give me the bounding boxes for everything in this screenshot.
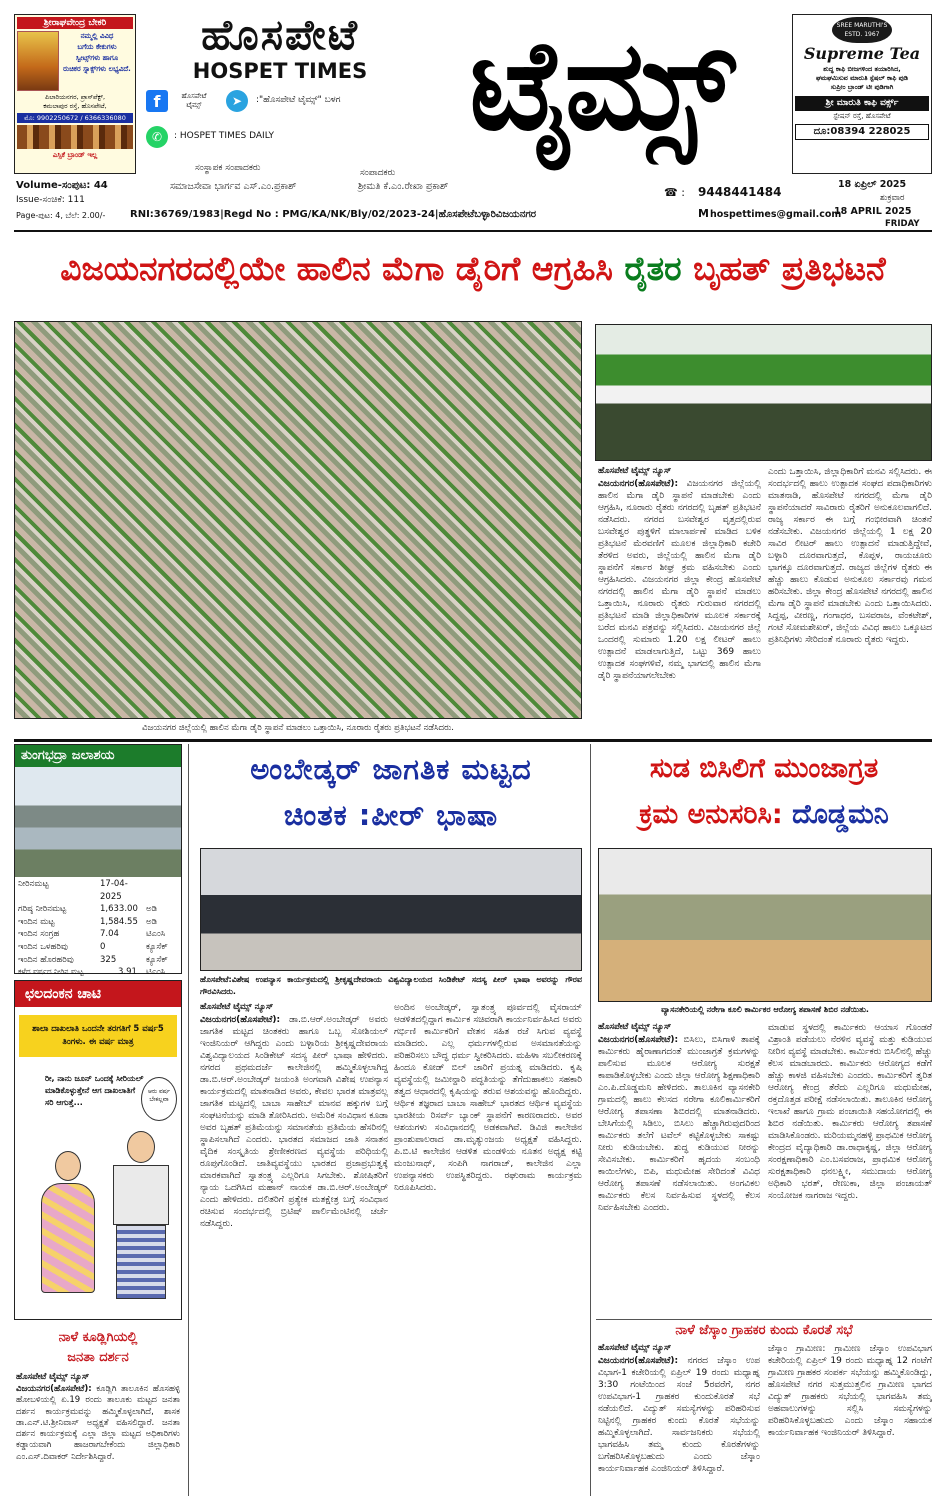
email-icon: M (698, 207, 709, 220)
dam-value: 7.04 (100, 929, 119, 940)
facebook-icon[interactable]: f (146, 90, 168, 112)
story3-dateline: ವಿಜಯನಗರ(ಹೊಸಪೇಟೆ): (598, 1035, 679, 1045)
story4-body-text: ಜೆಸ್ಕಾಂ ಗ್ರಾಮೀಣ: ಗ್ರಾಮೀಣ ಜೆಸ್ಕಾಂ ಉಪವಿಭಾಗ ಕಚೇರಿಯಲ್ಲಿ ಏಪ್ರಿಲ್ 19 ರಂದು ಮಧ್ಯಾಹ್ನ 12 ಗಂಟೆಗೆ ಗ್ರಾಮೀಣ ಗ್ರಾಹಕರ ಸಂಪರ್ಕ ಸಭೆಯನ್ನು ಹಮ್ಮಿಕೊಂಡಿದ್ದು, ಹೊಸಪೇಟೆ ನಗರ ಸುತ್ತಮುತ್ತಲಿನ ಗ್ರಾಮೀಣ ಭಾಗದ ವಿದ್ಯುತ್ ಗ್ರಾಹಕರು ಸಭೆಯಲ್ಲಿ ಭಾಗವಹಿಸಿ ತಮ್ಮ ಅಹವಾಲುಗಳನ್ನು ಸಲ್ಲಿಸಿ ಸಮಸ್ಯೆಗಳನ್ನು ಪರಿಹರಿಸಿಕೊಳ್ಳಬಹುದು ಎಂದು ಜೆಸ್ಕಾಂ ಸಹಾಯಕ ಕಾರ್ಯನಿರ್ವಾಹಕ ಇಂಜಿನಿಯರ್ ತಿಳಿಸಿದ್ದಾರೆ. (768, 1344, 932, 1438)
tea-address: ಸ್ಟೇಷನ್ ರಸ್ತೆ, ಹೊಸಪೇಟೆ (833, 112, 891, 120)
issue: Issue-ಸಂಚಿಕೆ: 111 (16, 195, 85, 205)
day-english: FRIDAY (885, 219, 920, 229)
lead-photo-rally (595, 324, 932, 461)
tea-ad (792, 14, 932, 174)
dam-unit: ಟಿಎಂಸಿ (146, 967, 166, 978)
dam-label: ಗರಿಷ್ಠ ನೀರಿನಮಟ್ಟ (18, 904, 67, 915)
dam-label: ಇಂದಿನ ಸಂಗ್ರಹ (18, 929, 60, 940)
telegram-icon[interactable]: ➤ (226, 90, 248, 112)
cartoon-title: ಛಲದಂಕನ ಚಾಟಿ (15, 981, 181, 1007)
story4-body-text: ನಗರದ ಜೆಸ್ಕಾಂ ಉಪ ವಿಭಾಗ-1 ಕಚೇರಿಯಲ್ಲಿ ಏಪ್ರಿಲ್ 19 ರಂದು ಮಧ್ಯಾಹ್ನ 3:30 ಗಂಟೆಯಿಂದ ಸಂಜೆ 5ರವರೆಗೆ, ನಗರ ಉಪವಿಭಾಗ-1 ಗ್ರಾಹಕರ ಕುಂದುಕೊರತೆ ಸಭೆ ನಡೆಯಲಿದೆ. ವಿದ್ಯುತ್ ಸಮಸ್ಯೆಗಳನ್ನು ಪರಿಹರಿಸುವ ನಿಟ್ಟಿನಲ್ಲಿ ಗ್ರಾಹಕರ ಕುಂದು ಕೊರತೆ ಸಭೆಯನ್ನು ಹಮ್ಮಿಕೊಳ್ಳಲಾಗಿದೆ. ಸಾರ್ವಜನಿಕರು ಸಭೆಯಲ್ಲಿ ಭಾಗವಹಿಸಿ ತಮ್ಮ ಕುಂದು ಕೊರತೆಗಳನ್ನು ಬಗೆಹರಿಸಿಕೊಳ್ಳಬಹುದು ಎಂದು ಜೆಸ್ಕಾಂ ಕಾರ್ಯನಿರ್ವಾಹಕ ಎಂಜಿನಿಯರ್ ತಿಳಿಸಿದ್ದಾರೆ. (598, 1356, 760, 1474)
dam-value: 325 (100, 954, 117, 965)
headline-part: ರೈತರ (624, 249, 694, 288)
lead-byline: ಹೊಸಪೇಟೆ ಟೈಮ್ಸ್ ನ್ಯೂಸ್ (598, 466, 672, 476)
lead-photo-crowd (14, 321, 582, 719)
story3-headline-line (596, 746, 932, 792)
column-divider (590, 744, 591, 1496)
dam-row (18, 954, 178, 967)
date-kannada: 18 ಏಪ್ರಿಲ್ 2025 (838, 179, 907, 190)
story3-headline-part: ದೊಡ್ಡಮನಿ (792, 799, 889, 830)
story4-headline: ನಾಳೆ ಜೆಸ್ಕಾಂ ಗ್ರಾಹಕರ ಕುಂದು ಕೊರತೆ ಸಭೆ (596, 1319, 932, 1342)
dam-row (18, 941, 178, 954)
cartoon-woman-figure (41, 1151, 95, 1301)
dam-unit: ಕ್ಯೂಸೆಕ್ (146, 941, 168, 952)
lead-body-text: ವಿಜಯನಗರ ಜಿಲ್ಲೆಯಲ್ಲಿ ಹಾಲಿನ ಮೆಗಾ ಡೈರಿ ಸ್ಥಾಪನೆ ಮಾಡಬೇಕು ಎಂದು ಆಗ್ರಹಿಸಿ, ನೂರಾರು ರೈತರು ನಗರದಲ್ಲಿ ಬೃಹತ್ ಪ್ರತಿಭಟನೆ ನಡೆಸಿದರು. ನಗರದ ಬಸವೇಶ್ವರ ವೃತ್ತದಲ್ಲಿರುವ ಬಸವೇಶ್ವರ ಪುತ್ಥಳಿಗೆ ಮಾಲಾರ್ಪಣೆ ಮಾಡಿದ ಬಳಿಕ ಪ್ರತಿಭಟನೆ ಮೆರವಣಿಗೆ ಮೂಲಕ ಜಿಲ್ಲಾಧಿಕಾರಿ ಕಚೇರಿ ತೆರಳಿದ ಅವರು, ಜಿಲ್ಲೆಯಲ್ಲಿ ಹಾಲಿನ ಮೆಗಾ ಡೈರಿ ಸ್ಥಾಪನೆಗೆ ಸರ್ಕಾರ ಶೀಘ್ರ ಕ್ರಮ ವಹಿಸಬೇಕು ಎಂದು ಆಗ್ರಹಿಸಿದರು. ವಿಜಯನಗರ ಜಿಲ್ಲಾ ಕೇಂದ್ರ ಹೊಸಪೇಟೆ ನಗರದಲ್ಲಿ ಹಾಲಿನ ಮೆಗಾ ಡೈರಿ ಸ್ಥಾಪನೆ ಮಾಡಲು ಒತ್ತಾಯಿಸಿ, ನೂರಾರು ರೈತರು ಗುರುವಾರ ನಗರದಲ್ಲಿ ಪ್ರತಿಭಟನೆ ಮಾಡಿ ಜಿಲ್ಲಾಧಿಕಾರಿಗಳ ಮೂಲಕ ಸರ್ಕಾರಕ್ಕೆ ಬರೆದ ಮನವಿ ಪತ್ರವನ್ನು ಸಲ್ಲಿಸಿದರು. ವಿಜಯನಗರ ಜಿಲ್ಲೆ ಒಂದರಲ್ಲಿ ಸುಮಾರು 1.20 ಲಕ್ಷ ಲೀಟರ್ ಹಾಲು ಉತ್ಪಾದನೆ ಮಾಡಲಾಗುತ್ತಿದೆ, ಒಟ್ಟು 369 ಹಾಲು ಉತ್ಪಾದಕ ಸಂಘಗಳಿವೆ, ನಮ್ಮ ಭಾಗದಲ್ಲಿ ಹಾಲಿನ ಮೆಗಾ ಡೈರಿ ಸ್ಥಾಪನೆಯಾಗಲೇಬೇಕು (598, 479, 761, 681)
story4-body-col1 (598, 1355, 760, 1497)
cartoon-man-figure (113, 1131, 169, 1303)
bakery-ad-title: ಶ್ರೀರಾಘವೇಂದ್ರ ಬೇಕರಿ (17, 17, 133, 29)
dam-box (14, 744, 182, 978)
story4-body-col2 (768, 1343, 932, 1497)
story3-headline-part: ಸುಡ (649, 753, 700, 784)
story4-byline: ಹೊಸಪೇಟೆ ಟೈಮ್ಸ್ ನ್ಯೂಸ್ (598, 1343, 672, 1353)
big-title: ಟೈಮ್ಸ್ (469, 14, 731, 158)
volume: Volume-ಸಂಪುಟ: 44 (16, 180, 108, 191)
dam-label: ಇಂದಿನ ಮಟ್ಟ (18, 916, 55, 927)
facebook-label[interactable]: ಹೊಸಪೇಟೆ ಟೈಮ್ಸ್ (181, 92, 207, 109)
bakery-ad-line: ರುಚಿಕರ ಸ್ನಾಕ್ಸ್‌ಗಳು ಲಭ್ಯವಿದೆ. (63, 65, 131, 73)
story3-headline-part: ಕ್ರಮ ಅನುಸರಿಸಿ: (639, 799, 793, 830)
cartoon-bubble-woman: ರೀ, ನಾನು ಜೂನ್ ಒಂದಕ್ಕೆ ಸೀರಿಯಲ್ ಮಾಡಿಕೊಳ್ಳುತ್ತೇನೆ ಆಗ ದಾಖಲಾತಿಗೆ ಸರಿ ಆಗುತ್ತೆ... (45, 1074, 144, 1107)
editor-phone: 9448441484 (698, 185, 782, 199)
story2-photo (200, 848, 582, 971)
masthead-kannada-title: ಹೊಸಪೇಟೆ (201, 10, 359, 59)
deity-image (17, 31, 59, 91)
bakery-ad-line: ಬಗೆಯ ಕೇಕುಗಳು (77, 43, 117, 51)
small-body (16, 1384, 180, 1496)
small-byline: ಹೊಸಪೇಟೆ ಟೈಮ್ಸ್ ನ್ಯೂಸ್ (16, 1372, 90, 1382)
dam-value: 0 (100, 941, 106, 952)
story3-headline-part: ಬಿಸಿಲಿಗೆ ಮುಂಜಾಗ್ರತ (699, 753, 879, 784)
lead-body-col2 (768, 466, 932, 728)
story2-body-col1 (200, 1014, 388, 1498)
dam-unit: ಕ್ಯೂಸೆಕ್ (146, 954, 168, 965)
dam-photo (15, 767, 181, 877)
story3-headline (596, 746, 932, 838)
dam-unit: ಅಡಿ (146, 916, 157, 927)
story2-body-text: ಡಾ.ಬಿ.ಆರ್.ಅಂಬೇಡ್ಕರ್ ಅವರು ಜಾಗತಿಕ ಮಟ್ಟದ ಚಿಂತಕರು ಹಾಗೂ ಒಬ್ಬ ಸೋಶಿಯಲ್ ಇಂಜಿನಿಯರ್ ಆಗಿದ್ದರು ಎಂದು ಬಳ್ಳಾರಿಯ ಶ್ರೀಕೃಷ್ಣದೇವರಾಯ ವಿಶ್ವವಿದ್ಯಾಲಯದ ಸಿಂಡಿಕೇಟ್ ಸದಸ್ಯ ಪೀರ್ ಭಾಷಾ ಹೇಳಿದರು. ನಗರದ ಪ್ರಥಮದರ್ಜೆ ಕಾಲೇಜಿನಲ್ಲಿ ಹಮ್ಮಿಕೊಳ್ಳಲಾಗಿದ್ದ ಡಾ.ಬಿ.ಆರ್.ಅಂಬೇಡ್ಕರ್ ಜಯಂತಿ ಅಂಗವಾಗಿ ವಿಶೇಷ ಉಪನ್ಯಾಸ ಕಾರ್ಯಕ್ರಮದಲ್ಲಿ ಮಾತನಾಡಿದ ಅವರು, ಕೇವಲ ಭಾರತ ಮಾತ್ರವಲ್ಲ ಜಾಗತಿಕ ಮಟ್ಟದಲ್ಲಿ ಬಾಬಾ ಸಾಹೇಬ್ ಮಾನವ ಹಕ್ಕುಗಳ ಬಗ್ಗೆ ಸಂಘಟನೆಯನ್ನು ಮಾಡಿ ತೋರಿಸಿದರು. ಅಮೆರಿಕ ಸಂವಿಧಾನ ಕೂಡಾ ಅವರ ಬೃಹತ್ ಪ್ರತಿಮೆಯನ್ನು ಸಮಾನತೆಯ ಪ್ರತಿಮೆಯ ಹೆಸರಿನಲ್ಲಿ ಸ್ಥಾಪಿಸಲಾಗಿದೆ ಎಂದರು. ಭಾರತದ ಸಮಾಜದ ಜಾತಿ ಸನಾತನ ವೈದಿಕ ಸಂಸ್ಕೃತಿಯ ಶ್ರೇಣೀಕರಣದ ವ್ಯವಸ್ಥೆಯ ಪರಿಧಿಯಲ್ಲಿ ರೂಪುಗೊಂಡಿದೆ. ಜಾತಿವ್ಯವಸ್ಥೆಯು ಭಾರತದ ಪ್ರಜಾಪ್ರಭುತ್ವಕ್ಕೆ ಮಾರಕವಾಗಿದೆ ಸ್ವಾತಂತ್ರ್ಯ ಎಲ್ಲರಿಗೂ ಸಿಗಬೇಕು. ಶೋಷಿತರಿಗೆ ನ್ಯಾಯ ಒದಗಿಸಿದ ಮಹಾನ್ ನಾಯಕ ಡಾ.ಬಿ.ಆರ್.ಅಂಬೇಡ್ಕರ್ ಎಂದು ಹೇಳಿದರು. ದಲಿತರಿಗೆ ಪ್ರತ್ಯೇಕ ಮತಕ್ಷೇತ್ರ ಬಗ್ಗೆ ಸಂವಿಧಾನ ರಚಿಸುವ ಸಂದರ್ಭದಲ್ಲಿ ಬ್ರಿಟಿಷ್ ಪಾರ್ಲಿಮೆಂಟಿನಲ್ಲಿ ಚರ್ಚೆ ನಡೆಸಿದ್ದರು. (200, 1015, 388, 1229)
date-english: 18 APRIL 2025 (834, 206, 912, 217)
story3-caption: ವ್ಯಾಸನಕೇರಿಯಲ್ಲಿ ನರೇಗಾ ಕೂಲಿ ಕಾರ್ಮಿಕರ ಆರೋಗ್ಯ ತಪಾಸಣೆ ಶಿಬಿರ ನಡೆಯಿತು. (661, 1005, 869, 1014)
lead-body-col1 (598, 478, 761, 728)
dam-value: 1,633.00 (100, 904, 138, 915)
small-title-line: ಜನತಾ ದರ್ಶನ (67, 1350, 129, 1365)
bakery-address: ಕಮಲಾಪುರ ರಸ್ತೆ, ಹೊಸಪೇಟೆ, (43, 102, 107, 110)
bakery-ad-line: ನಮ್ಮಲ್ಲಿ ವಿವಿಧ (80, 32, 114, 40)
registration-line: RNI:36769/1983|Regd No : PMG/KA/NK/Bly/02/2023-24|ಹೊಸಪೇಟೆಬಳ್ಳಾರಿವಿಜಯನಗರ (130, 209, 537, 220)
story3-headline-line (596, 792, 932, 838)
tea-brand: SREE MARUTHI'S (836, 22, 888, 29)
dam-label: ಇಂದಿನ ಹೊರಹರಿವು (18, 954, 74, 965)
small-dateline: ವಿಜಯನಗರ(ಹೊಸಪೇಟೆ): (16, 1384, 92, 1394)
story3-body-text: ಬಿಸಿಲು, ಬಿಸಿಗಾಳಿ ತಾಪಕ್ಕೆ ಕಾರ್ಮಿಕರು ಹೈರಾಣಾಗದಂತೆ ಮುಂಜಾಗ್ರತೆ ಕ್ರಮಗಳನ್ನು ಪಾಲಿಸುವ ಮೂಲಕ ಆರೋಗ್ಯ ಸುರಕ್ಷತೆ ಕಾಪಾಡಿಕೊಳ್ಳಬೇಕು ಎಂದು ಜಿಲ್ಲಾ ಆರೋಗ್ಯ ಶಿಕ್ಷಣಾಧಿಕಾರಿ ಎಂ.ಪಿ.ದೊಡ್ಡಮನಿ ಹೇಳಿದರು. ತಾಲೂಕಿನ ವ್ಯಾಸನಕೇರಿ ಗ್ರಾಮದಲ್ಲಿ ಹಾಲು ಕೆಲಸದ ನರೇಗಾ ಕೂಲಿಕಾರ್ಮಿಕರಿಗೆ ಆರೋಗ್ಯ ತಪಾಸಣಾ ಶಿಬಿರದಲ್ಲಿ ಮಾತನಾಡಿದರು. ಬೇಸಿಗೆಯಲ್ಲಿ ಸಿಡಿಲು, ಬಿಸಿಲು ಹೆಚ್ಚಾಗಿರುವುದರಿಂದ ಕಾರ್ಮಿಕರು ತಲೆಗೆ ಟವೆಲ್ ಕಟ್ಟಿಕೊಳ್ಳಬೇಕು ಸಾಕಷ್ಟು ನೀರು ಕುಡಿಯಬೇಕು. ಶುದ್ಧ ಕುಡಿಯುವ ನೀರನ್ನು ಸೇವಿಸಬೇಕು. ಕಾರ್ಮಿಕರಿಗೆ ಹೃದಯ ಸಂಬಂಧಿ ಕಾಯಿಲೆಗಳು, ಬಿಪಿ, ಮಧುಮೇಹ ಸೇರಿದಂತೆ ವಿವಿಧ ಆರೋಗ್ಯ ತಪಾಸಣೆ ನಡೆಸಲಾಯಿತು. ಅಂಗವಿಕಲ ಕಾರ್ಮಿಕರು ಕೆಲಸ ನಿರ್ವಹಿಸುವ ಸ್ಥಳದಲ್ಲಿ ಕೆಲಸ ನಿರ್ವಹಿಸಬೇಕು ಎಂದರು. (598, 1035, 760, 1213)
tea-ad-line: ಸುಪ್ರೀಂ ಬ್ರಾಂಡ್ ಟೀ ಪುಡಿಗಾಗಿ (830, 83, 894, 91)
dam-row (18, 878, 178, 903)
story2-byline: ಹೊಸಪೇಟೆ ಟೈಮ್ಸ್ ನ್ಯೂಸ್ (200, 1002, 274, 1012)
masthead-rule (14, 230, 932, 232)
dam-label: ನೀರಿನಮಟ್ಟ (18, 879, 49, 889)
lead-body-text: ಎಂದು ಒತ್ತಾಯಿಸಿ, ಜಿಲ್ಲಾಧಿಕಾರಿಗೆ ಮನವಿ ಸಲ್ಲಿಸಿದರು. ಈ ಸಂದರ್ಭದಲ್ಲಿ ಹಾಲು ಉತ್ಪಾದಕ ಸಂಘದ ಪದಾಧಿಕಾರಿಗಳು ಮಾತನಾಡಿ, ಹೊಸಪೇಟೆ ನಗರದಲ್ಲಿ ಮೆಗಾ ಡೈರಿ ಸ್ಥಾಪನೆಯಾದರೆ ಸಾವಿರಾರು ರೈತರಿಗೆ ಅನುಕೂಲವಾಗಲಿದೆ. ರಾಜ್ಯ ಸರ್ಕಾರ ಈ ಬಗ್ಗೆ ಗಂಭೀರವಾಗಿ ಚಿಂತನೆ ನಡೆಸಬೇಕು. ವಿಜಯನಗರ ಜಿಲ್ಲೆಯಲ್ಲಿ 1 ಲಕ್ಷ 20 ಸಾವಿರ ಲೀಟರ್ ಹಾಲು ಉತ್ಪಾದನೆ ಮಾಡುತ್ತಿದ್ದೇವೆ, ಬಳ್ಳಾರಿ ದೂರವಾಗುತ್ತದೆ, ಕೊಪ್ಪಳ, ರಾಯಚೂರು ಭಾಗಕ್ಕೂ ದೂರವಾಗುತ್ತದೆ. ರಾಜ್ಯದ ಜಿಲ್ಲೆಗಳ ರೈತರು ಈ ಹೆಚ್ಚು ಹಾಲು ಕೊಡುವ ಅನುಕೂಲ ಸರ್ಕಾರವು ಗಮನ ಹರಿಸಬೇಕು. ಜಿಲ್ಲಾ ಕೇಂದ್ರ ಹೊಸಪೇಟೆ ನಗರದಲ್ಲಿ ಹಾಲಿನ ಮೆಗಾ ಡೈರಿ ಸ್ಥಾಪನೆ ಮಾಡಬೇಕು ಎಂದು ಒತ್ತಾಯಿಸಿದರು. ಸಿದ್ದಪ್ಪ, ವೀರಣ್ಣ, ಗಂಗಾಧರ, ಬಸವರಾಜ, ವೆಂಕಟೇಶ್, ಗಂಟೆ ಸೋಮಶೇಖರ್, ಜಿಲ್ಲೆಯ ವಿವಿಧ ಹಾಲು ಒಕ್ಕೂಟದ ಪ್ರತಿನಿಧಿಗಳು ಸೇರಿದಂತೆ ನೂರಾರು ರೈತರು ಇದ್ದರು. (768, 467, 932, 645)
email[interactable]: hospettimes@gmail.com (710, 209, 842, 220)
dam-unit: ಅಡಿ (146, 904, 157, 915)
dam-row (18, 903, 178, 916)
dam-label: ಇಂದಿನ ಒಳಹರಿವು (18, 941, 68, 952)
story2-headline-line: ಚಿಂತಕ :ಪೀರ್ ಭಾಷಾ (283, 798, 499, 832)
dam-value: 1,584.55 (100, 916, 138, 927)
story3-body-col2 (768, 1022, 932, 1312)
story3-body-text: ಮಾಡುವ ಸ್ಥಳದಲ್ಲಿ ಕಾರ್ಮಿಕರು ಆಯಾಸ ಗೊಂಡರೆ ವಿಶ್ರಾಂತಿ ಪಡೆಯಲು ನೆರಳಿನ ವ್ಯವಸ್ಥೆ ಮತ್ತು ಕುಡಿಯುವ ನೀರಿನ ವ್ಯವಸ್ಥೆ ಮಾಡಬೇಕು. ಕಾರ್ಮಿಕರು ಬಿಸಿಲಿನಲ್ಲಿ ಹೆಚ್ಚು ಕೆಲಸ ಮಾಡಬಾರದು. ಕಾರ್ಮಿಕರು ಆರೋಗ್ಯದ ಕಡೆಗೆ ಹೆಚ್ಚು ಕಾಳಜಿ ವಹಿಸಬೇಕು ಎಂದರು. ಕಾರ್ಮಿಕರಿಗೆ ತ್ವರಿತ ಆರೋಗ್ಯ ಕೇಂದ್ರ ತೆರೆದು ಎಲ್ಲರಿಗೂ ಮಧುಮೇಹ, ರಕ್ತದೊತ್ತಡ ಪರೀಕ್ಷೆ ನಡೆಸಲಾಯಿತು. ತಾಲೂಕಿನ ಆರೋಗ್ಯ ಇಲಾಖೆ ಹಾಗೂ ಗ್ರಾಮ ಪಂಚಾಯಿತಿ ಸಹಯೋಗದಲ್ಲಿ ಈ ಶಿಬಿರ ನಡೆಯಿತು. ಕಾರ್ಮಿಕರು ಆರೋಗ್ಯ ತಪಾಸಣೆ ಮಾಡಿಸಿಕೊಂಡರು. ಮರಿಯಮ್ಮನಹಳ್ಳಿ ಪ್ರಾಥಮಿಕ ಆರೋಗ್ಯ ಕೇಂದ್ರದ ವೈದ್ಯಾಧಿಕಾರಿ ಡಾ.ರಾಧಾಕೃಷ್ಣ, ಜಿಲ್ಲಾ ಆರೋಗ್ಯ ಸಂರಕ್ಷಣಾಧಿಕಾರಿ ಎಂ.ಬಸವರಾಜ, ಪ್ರಾಥಮಿಕ ಆರೋಗ್ಯ ಸುರಕ್ಷತಾಧಿಕಾರಿ ಧನಲಕ್ಷ್ಮೀ, ಸಮುದಾಯ ಆರೋಗ್ಯ ಅಧಿಕಾರಿ ಭರತ್, ರೇಣುಕಾ, ಜಿಲ್ಲಾ ಪಂಚಾಯತ್ ಸಂಯೋಜಕ ನಾಗರಾಜ ಇದ್ದರು. (768, 1023, 932, 1201)
story2-headline-line: ಅಂಬೇಡ್ಕರ್ ಜಾಗತಿಕ ಮಟ್ಟದ (250, 752, 532, 786)
small-body-text: ಕೂಡ್ಲಿಗಿ ತಾಲೂಕಿನ ಹೊಸಹಳ್ಳಿ ಹೋಬಳಿಯಲ್ಲಿ ಏ.19 ರಂದು ತಾಲೂಕು ಮಟ್ಟದ ಜನತಾ ದರ್ಶನ ಕಾರ್ಯಕ್ರಮವನ್ನು ಹಮ್ಮಿಕೊಳ್ಳಲಾಗಿದೆ, ಶಾಸಕ ಡಾ.ಎನ್.ಟಿ.ಶ್ರೀನಿವಾಸ್ ಅಧ್ಯಕ್ಷತೆ ವಹಿಸಲಿದ್ದಾರೆ. ಜನತಾ ದರ್ಶನ ಕಾರ್ಯಕ್ರಮಕ್ಕೆ ಎಲ್ಲಾ ಜಿಲ್ಲಾ ಮಟ್ಟದ ಅಧಿಕಾರಿಗಳು ಕಡ್ಡಾಯವಾಗಿ ಹಾಜರಾಗಬೇಕೆಂದು ಜಿಲ್ಲಾಧಿಕಾರಿ ಎಂ.ಎಸ್.ದಿವಾಕರ್ ನಿರ್ದೇಶಿಸಿದ್ದಾರೆ. (16, 1384, 180, 1462)
story3-body-col1 (598, 1034, 760, 1312)
tea-ad-line: ಘಮಘಮಿಸುವ ಮಾರುತಿ ಸ್ಪೆಷಲ್ ಕಾಫಿ ಪುಡಿ (815, 74, 909, 82)
headline-part: ವಿಜಯನಗರದಲ್ಲಿಯೇ ಹಾಲಿನ ಮೆಗಾ ಡೈರಿಗೆ ಆಗ್ರಹಿಸಿ (60, 249, 625, 288)
story2-body-text: ಅಂದಿನ ಅಂಬೇಡ್ಕರ್, ಸ್ವಾತಂತ್ರ್ಯ ಪೂರ್ವದಲ್ಲಿ ವೈಸರಾಯ್ ಆಡಳಿತದಲ್ಲಿದ್ದಾಗ ಕಾರ್ಮಿಕ ಸಚಿವರಾಗಿ ಕಾರ್ಯನಿರ್ವಹಿಸಿದ ಅವರು ಗರ್ಭಿಣಿ ಕಾರ್ಮಿಕರಿಗೆ ವೇತನ ಸಹಿತ ರಜೆ ಸಿಗುವ ವ್ಯವಸ್ಥೆ ಮಾಡಿದರು. ಎಲ್ಲ ಧರ್ಮಗಳಲ್ಲಿರುವ ಅಸಮಾನತೆಯನ್ನು ಪರಿಹರಿಸಲು ಬೌದ್ಧ ಧರ್ಮ ಸ್ವೀಕರಿಸಿದರು. ಮಹಿಳಾ ಸಬಲೀಕರಣಕ್ಕೆ ಹಿಂದೂ ಕೋಡ್ ಬಿಲ್ ಜಾರಿಗೆ ಪ್ರಯತ್ನ ಮಾಡಿದರು. ಕೃಷಿ ವ್ಯವಸ್ಥೆಯಲ್ಲಿ ಜಮೀನ್ದಾರಿ ಪದ್ಧತಿಯನ್ನು ತೆಗೆದುಹಾಕಲು ಸಹಕಾರಿ ತತ್ವದ ಆಧಾರದಲ್ಲಿ ಕೃಷಿಯನ್ನು ತರುವ ಆಶಯವನ್ನು ಹೊಂದಿದ್ದರು. ಆರ್ಥಿಕ ತಜ್ಞರಾದ ಬಾಬಾ ಸಾಹೇಬ್ ಭಾರತದ ಆರ್ಥಿಕ ವ್ಯವಸ್ಥೆಯ ಭಾರತೀಯ ರಿಸರ್ವ್ ಬ್ಯಾಂಕ್ ಸ್ಥಾಪನೆಗೆ ಕಾರಣರಾದರು. ಅವರ ಆಶಯಗಳು ಸಂವಿಧಾನದಲ್ಲಿ ಅಡಕವಾಗಿವೆ. ಡಿವಿಜಿ ಕಾಲೇಜಿನ ಪ್ರಾಂಶುಪಾಲರಾದ ಡಾ.ಮೃತ್ಯುಂಜಯ ಅಧ್ಯಕ್ಷತೆ ವಹಿಸಿದ್ದರು. ಪಿ.ಬಿ.ಟಿ ಕಾಲೇಜಿನ ಆಡಳಿತ ಮಂಡಳಿಯ ನೂತನ ಅಧ್ಯಕ್ಷ ಕಟ್ಟಿ ಮಂಜುನಾಥ್, ಸಂಪಿಗಿ ನಾಗರಾಜ್, ಕಾಲೇಜಿನ ಎಲ್ಲಾ ಉಪನ್ಯಾಸಕರು ಉಪಸ್ಥಿತರಿದ್ದರು. ರಘುರಾಮ ಕಾರ್ಯಕ್ರಮ ನಿರೂಪಿಸಿದರು. (394, 1003, 582, 1193)
dam-value: 3.91 (118, 967, 137, 978)
bakery-ad (14, 14, 136, 174)
masthead-english-title: HOSPET TIMES (192, 59, 368, 83)
dam-unit: ಟಿಎಂಸಿ (146, 929, 166, 940)
editor-name: ಶ್ರೀಮತಿ ಕೆ.ಎಂ.ರೇಖಾ ಪ್ರಕಾಶ್ (358, 181, 449, 192)
story2-headline (195, 746, 587, 838)
telegram-label[interactable]: :"ಹೊಸಪೇಟೆ ಟೈಮ್ಸ್" ಬಳಗ (256, 95, 341, 105)
cartoon-bubble-man: ಆರು ವರ್ಷ ಬೇಕಲ್ಲವಾ (141, 1077, 177, 1121)
lead-photo-caption: ವಿಜಯನಗರ ಜಿಲ್ಲೆಯಲ್ಲಿ ಹಾಲಿನ ಮೆಗಾ ಡೈರಿ ಸ್ಥಾಪನೆ ಮಾಡಲು ಒತ್ತಾಯಿಸಿ, ನೂರಾರು ರೈತರು ಪ್ರತಿಭಟನೆ ನಡೆಸಿದರು. (142, 723, 454, 733)
whatsapp-label[interactable]: : HOSPET TIMES DAILY (174, 131, 275, 141)
dam-row (18, 928, 178, 941)
tea-name: Supreme Tea (803, 44, 921, 63)
cartoon-caption: ಶಾಲಾ ದಾಖಲಾತಿ ಒಂದನೇ ತರಗತಿಗೆ 5 ವರ್ಷ5 ತಿಂಗಳು. ಈ ವರ್ಷ ಮಾತ್ರ (19, 1015, 177, 1057)
tea-shop: ಶ್ರೀ ಮಾರುತಿ ಕಾಫಿ ವರ್ಕ್ಸ್ (795, 96, 929, 111)
story3-photo (598, 848, 932, 1002)
main-headline (14, 244, 932, 294)
whatsapp-icon[interactable]: ✆ (146, 126, 168, 148)
tea-estd: ESTD. 1967 (844, 31, 880, 38)
bakery-ad-line: ಸ್ವೀಟ್ಸ್‌ಗಳು ಹಾಗೂ (75, 54, 119, 62)
cartoon-box (14, 980, 182, 1320)
dam-table (15, 877, 181, 980)
story3-byline: ಹೊಸಪೇಟೆ ಟೈಮ್ಸ್ ನ್ಯೂಸ್ (598, 1022, 672, 1032)
editor-label: ಸಂಪಾದಕರು (360, 168, 396, 178)
dam-title: ತುಂಗಭದ್ರಾ ಜಲಾಶಯ (15, 745, 181, 767)
page-price: Page-ಪುಟ: 4, ಬೆಲೆ: 2.00/- (16, 211, 106, 220)
small-story-title (14, 1328, 182, 1368)
tea-ad-line: ಶುದ್ಧ ಕಾಫಿ ಬೀಜಗಳಿಂದ ತಯಾರಿಸಿದ, (823, 65, 901, 73)
section-rule (14, 739, 932, 742)
dam-row (18, 966, 178, 979)
story2-body-col2 (394, 1002, 582, 1498)
bakery-ad-bottom: ಎಸ್ಸಿಕೆ ಬ್ರಾಂಡ್ ಇಲ್ಲ (52, 151, 98, 159)
dam-value: 17-04-2025 (100, 879, 128, 902)
tea-phone: ದೂ:08394 228025 (795, 124, 929, 140)
headline-part: ಬೃಹತ್ ಪ್ರತಿಭಟನೆ (693, 249, 886, 288)
story4-dateline: ವಿಜಯನಗರ(ಹೊಸಪೇಟೆ): (598, 1356, 679, 1366)
small-title-line: ನಾಳೆ ಕೂಡ್ಲಿಗಿಯಲ್ಲಿ (58, 1330, 138, 1345)
dam-label: ಕಳೆದ ವರ್ಷದ ನೀರಿನ ಮಟ್ಟ (18, 967, 84, 977)
bakery-goods-image (17, 125, 133, 149)
column-divider (188, 744, 189, 1496)
founder-label: ಸಂಸ್ಥಾಪಕ ಸಂಪಾದಕರು (195, 163, 261, 173)
phone-icon: ☎ : (664, 186, 685, 199)
day-kannada: ಶುಕ್ರವಾರ (880, 193, 905, 203)
lead-dateline: ವಿಜಯನಗರ(ಹೊಸಪೇಟೆ): (598, 479, 679, 489)
dam-row (18, 916, 178, 929)
story2-dateline: ವಿಜಯನಗರ(ಹೊಸಪೇಟೆ): (200, 1015, 281, 1025)
bakery-phone: ಮೊ: 9902250672 / 6366336080 (17, 113, 133, 123)
bakery-address: ಪಿಲಾರಿಯನಗರ, ಪ್ರಾಸ್‌ಪೆಕ್ಟ್, (44, 93, 106, 101)
founder-name: ಸಮಾಜಸೇವಾ ಭಾರ್ಗವ ಎಸ್.ಎಂ.ಪ್ರಕಾಶ್ (170, 181, 297, 192)
story2-caption: ಹೊಸಪೇಟೆ:ವಿಶೇಷ ಉಪನ್ಯಾಸ ಕಾರ್ಯಕ್ರಮದಲ್ಲಿ ಶ್ರೀಕೃಷ್ಣದೇವರಾಯ ವಿಶ್ವವಿದ್ಯಾಲಯದ ಸಿಂಡಿಕೇಟ್ ಸದಸ್ಯ ಪೀರ್ ಭಾಷಾ ಅವರನ್ನು ಗೌರವ ಗೌರವಿಸಿದರು. (200, 975, 582, 996)
